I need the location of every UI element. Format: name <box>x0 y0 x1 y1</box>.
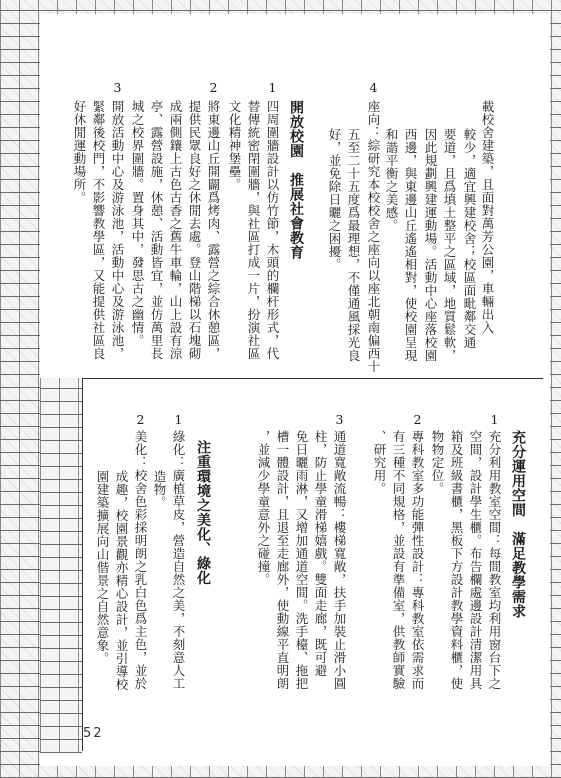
page-number: 52 <box>83 726 104 741</box>
bottom-item1-line-2: 空間，設計學生櫃。布告欄處邊設計清潔用具 <box>468 430 483 690</box>
intro-line-2: 較少，適宜興建校舍；校區面毗鄰交通 <box>462 128 477 349</box>
bottom2-item2-number: 2 <box>133 412 148 428</box>
item4-line-3: 好，並免除日曬之困擾。 <box>327 128 342 271</box>
bottom-item2-number: 2 <box>410 412 425 428</box>
bottom-item3-line-4: 槽一體設計，且退至走廊外，使動線平直明朗 <box>275 430 290 690</box>
bottom-item2-line-3: 、研究用。 <box>372 430 387 495</box>
top-item1-line-2: 替傳統密閉圍牆，與社區打成一片，扮演社區 <box>246 100 261 360</box>
bottom2-item1-number: 1 <box>171 412 186 428</box>
item4-number: 4 <box>366 80 381 96</box>
bottom2-item2-line-3: 園建築擴展向山偕景之自然意象。 <box>95 470 110 665</box>
top-item2-line-2: 提供民眾良好之休閒去處。登山階梯以石塊砌 <box>187 100 202 360</box>
bottom2-item2-line-2: 成趣，校園景觀亦精心設計，並引導校 <box>114 470 129 691</box>
bottom-item3-line-5: ，並減少學童意外之碰撞。 <box>256 430 271 586</box>
bottom-item3-line-3: 免日曬雨淋，又增加通道空間。洗手檯、拖把 <box>294 430 309 690</box>
bottom2-item1-line-1: 綠化：廣植草皮，營造自然之美，不刻意人工 <box>171 430 186 690</box>
bottom2-item2-line-1: 美化：校舍色彩採明朗之乳白色爲主色，並於 <box>133 430 148 690</box>
bottom-item3-line-1: 通道寬敞流暢：樓梯寬敞，扶手加裝止滑小圓 <box>332 430 347 690</box>
top-item2-line-4: 亭、露營設施，休憩、活動皆宜，並仿萬里長 <box>149 100 164 360</box>
top-item1-line-3: 文化精神堡壘。 <box>227 100 242 191</box>
section-heading-greening: 注重環境之美化、綠化 <box>195 440 211 585</box>
top-item2-line-5: 城之校界圍牆。置身其中，發思古之幽情。 <box>130 100 145 347</box>
top-item1-number: 1 <box>265 80 280 96</box>
inner-brick-strip <box>40 378 82 753</box>
top-item3-line-1: 開放活動中心及游泳池，活動中心及游泳池， <box>110 100 125 360</box>
intro-line-4: 因此規劃興建運動場。活動中心座落校園 <box>423 128 438 362</box>
top-item3-line-2: 緊鄰後校門，不影響教學區，又能提供社區良 <box>91 100 106 360</box>
item4-line-2: 五至二十五度爲最理想，不僅通風採光良 <box>346 128 361 362</box>
bottom-item2-line-2: 有三種不同規格，並設有準備室，供教師實驗 <box>391 430 406 690</box>
bottom-item3-number: 3 <box>332 412 347 428</box>
item4-line-1: 座向：綜研究本校校舍之座向以座北朝南偏西十 <box>366 100 381 373</box>
bottom-item3-line-2: 柱，防止學童滑梯嬉戲。雙面走廊，既可避 <box>313 430 328 677</box>
bottom-item2-line-1: 專科教室多功能彈性設計：專科教室依需求而 <box>410 430 425 690</box>
top-item2-line-1: 將東邊山丘開闢爲烤肉、露營之綜合休憩區， <box>206 100 221 360</box>
bottom-item1-line-3: 箱及班級書櫃，黑板下方設計教學資料櫃，使 <box>449 430 464 690</box>
intro-line-6: 和諧平衡之美感。 <box>384 128 399 232</box>
top-item3-number: 3 <box>110 80 125 96</box>
bottom2-item1-line-2: 造物。 <box>152 470 167 509</box>
bottom-item1-line-1: 充分利用教室空間：每間教室均利用窗台下之 <box>487 430 502 690</box>
intro-line-3: 要道，且爲填土整平之區域，地質鬆軟， <box>442 128 457 362</box>
intro-line-1: 載校舍建築，且面對萬芳公園，車輛出入 <box>480 100 495 334</box>
intro-line-5: 西邊，與東邊山丘遙遙相對，使校園呈現 <box>403 128 418 362</box>
top-item1-line-1: 四周圍牆設計以仿竹節，木頭的欄杆形式，代 <box>265 100 280 360</box>
bottom-item1-number: 1 <box>487 412 502 428</box>
top-item2-number: 2 <box>206 80 221 96</box>
top-item3-line-3: 好休閒運動場所。 <box>72 100 87 204</box>
bottom-item1-line-4: 物物定位。 <box>430 430 445 495</box>
section-heading-open-campus: 開放校園 推展社會教育 <box>288 100 304 260</box>
top-item2-line-3: 成兩側鑲上古色古香之舊牛車輪，山上設有涼 <box>168 100 183 360</box>
section-heading-use-space: 充分運用空間 滿足教學需求 <box>510 430 526 619</box>
